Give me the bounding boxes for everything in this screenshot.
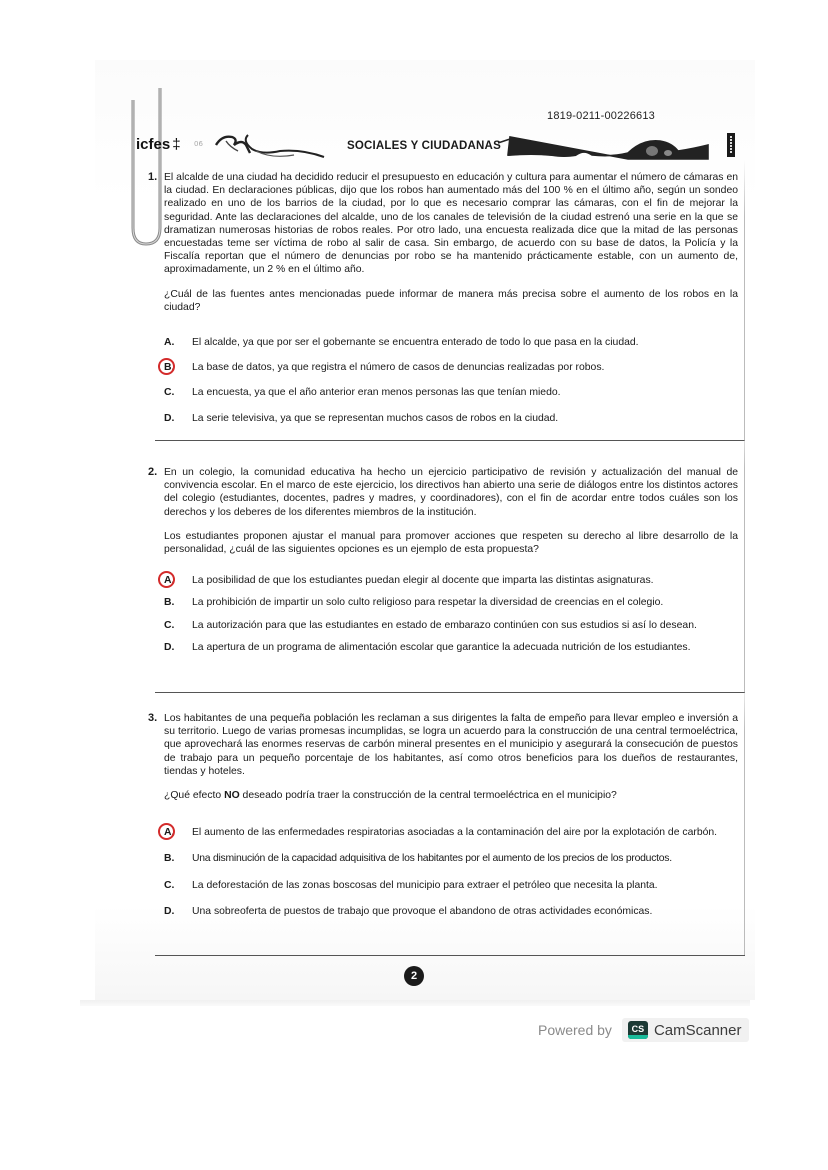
option-text: La autorización para que las estudiantes en estado de embarazo continúen con sus estudios si así lo desean. (192, 619, 697, 631)
form-code: 1819-0211-00226613 (547, 110, 655, 122)
question-stem (164, 789, 738, 802)
option-text: Una sobreoferta de puestos de trabajo que provoque el abandono de otras actividades económicas. (192, 905, 653, 917)
question-divider (155, 692, 745, 693)
exam-header (134, 131, 742, 163)
option-letter: D. (164, 412, 175, 424)
option-letter: C. (164, 387, 175, 399)
selected-answer-circle: A. (160, 574, 192, 587)
option-d[interactable] (160, 412, 738, 425)
options-list (160, 336, 738, 425)
year-tag (727, 133, 735, 157)
wave-illustration-icon (212, 131, 330, 161)
camscanner-logo-icon: CS (628, 1021, 648, 1039)
option-a[interactable] (160, 336, 738, 349)
option-c[interactable] (160, 619, 738, 632)
option-text: La base de datos, ya que registra el número de casos de denuncias realizadas por robos. (192, 362, 605, 374)
option-a[interactable] (160, 574, 738, 587)
option-text: La posibilidad de que los estudiantes puedan elegir al docente que imparta las distintas asignaturas. (192, 575, 654, 587)
option-text: El alcalde, ya que por ser el gobernante se encuentra enterado de todo lo que pasa en la ciudad. (192, 337, 639, 349)
question-1 (148, 171, 738, 435)
option-b[interactable] (160, 852, 738, 865)
question-2 (148, 466, 738, 664)
powered-by-text: Powered by (538, 1022, 612, 1038)
option-text: La encuesta, ya que el año anterior eran menos personas las que tenían miedo. (192, 387, 561, 399)
page-edge (80, 1000, 750, 1006)
option-letter: C. (164, 619, 175, 631)
question-body: Los habitantes de una pequeña población les reclaman a sus dirigentes la falta de empeño para llevar empleo e inversión a su territorio. Luego de varias promesas incumplidas, se logra un acuerdo para la construcción de una central termoeléctrica, que aprovechará las enormes reservas de carbón mineral presentes en el municipio y asegurará la consecución de puestos de trabajo para un pequeño porcentaje de los habitantes, así como otros beneficios para los dueños de restaurantes, tiendas y hoteles. (164, 713, 738, 777)
logo-mark-icon: ‡ (172, 136, 181, 153)
selected-answer-circle: A. (160, 826, 192, 839)
stem-negation: NO (224, 790, 240, 802)
options-list (160, 574, 738, 654)
question-stem: ¿Cuál de las fuentes antes mencionadas puede informar de manera más precisa sobre el aumento de los robos en la ciudad? (164, 288, 738, 313)
question-stem: Los estudiantes proponen ajustar el manual para promover acciones que respeten su derecho al libre desarrollo de la personalidad, ¿cuál de las siguientes opciones es un ejemplo de esta propuesta? (164, 530, 738, 556)
option-d[interactable] (160, 641, 738, 654)
options-list (160, 826, 738, 918)
camscanner-brand: CamScanner (653, 1021, 742, 1039)
option-d[interactable] (160, 905, 738, 918)
question-number: 1. (148, 171, 158, 183)
page-number: 2 (404, 966, 424, 986)
selected-answer-circle: B. (160, 361, 192, 374)
option-b[interactable] (160, 596, 738, 609)
question-divider (155, 955, 745, 956)
question-body: En un colegio, la comunidad educativa ha hecho un ejercicio participativo de revisión y actualización del manual de convivencia escolar. En el marco de este ejercicio, los directivos han abierto una serie de diálogos entre los distintos actores del colegio (estudiantes, docentes, padres y madres, y coordinadores), con el fin de acordar entre todos cuáles son los derechos y los deberes de los diferentes miembros de la institución. (164, 467, 738, 518)
option-letter: C. (164, 879, 175, 891)
question-body: El alcalde de una ciudad ha decidido reducir el presupuesto en educación y cultura para aumentar el número de cámaras en la ciudad. En declaraciones públicas, dijo que los robos han aumentado más del 100 % en el último año, según un sondeo realizado en uno de los barrios de la ciudad, por lo que es necesario comprar las cámaras, con el fin de mejorar la seguridad. Ante las declaraciones del alcalde, uno de los canales de televisión de la ciudad estrenó una serie en la que se dramatizan numerosas historias de robos reales. Por otro lado, una encuesta realizada dice que la mitad de las personas encuestadas teme ser víctima de robo al salir de casa. Sin embargo, de acuerdo con su base de datos, la Policía y la Fiscalía reportan que el número de denuncias por robo se ha mantenido prácticamente estable, con un aumento de, aproximadamente, un 2 % en el último año. (164, 172, 738, 276)
option-text: La serie televisiva, ya que se representan muchos casos de robos en la ciudad. (192, 412, 559, 424)
option-letter: D. (164, 905, 175, 917)
option-text: El aumento de las enfermedades respiratorias asociadas a la contaminación del aire por la explotación de carbón. (192, 827, 718, 839)
option-text: La deforestación de las zonas boscosas del municipio para extraer el petróleo que necesita la planta. (192, 879, 658, 891)
stem-text: ¿Qué efecto (164, 790, 225, 802)
option-text: La apertura de un programa de alimentación escolar que garantice la adecuada nutrición de los estudiantes. (192, 641, 691, 653)
camscanner-watermark (538, 1018, 749, 1042)
stem-text: deseado podría traer la construcción de la central termoeléctrica en el municipio? (239, 790, 617, 802)
option-c[interactable] (160, 879, 738, 892)
option-letter: A. (164, 337, 175, 349)
camscanner-badge[interactable] (622, 1018, 750, 1042)
icfes-logo (136, 136, 181, 153)
section-title: SOCIALES Y CIUDADANAS (347, 140, 501, 152)
logo-page-mark: 06 (194, 140, 203, 148)
logo-text: icfes (136, 136, 171, 153)
option-a[interactable] (160, 826, 738, 839)
question-number: 3. (148, 712, 158, 724)
question-divider (155, 440, 745, 441)
option-c[interactable] (160, 386, 738, 399)
question-3 (148, 712, 738, 928)
option-b[interactable] (160, 361, 738, 374)
landscape-illustration-icon (492, 131, 714, 161)
option-letter: B. (164, 597, 175, 609)
option-text: Una disminución de la capacidad adquisitiva de los habitantes por el aumento de los precios de los productos. (192, 853, 672, 865)
question-number: 2. (148, 466, 158, 478)
option-letter: B. (164, 853, 175, 865)
option-letter: D. (164, 641, 175, 653)
option-text: La prohibición de impartir un solo culto religioso para respetar la diversidad de creencias en el colegio. (192, 597, 664, 609)
